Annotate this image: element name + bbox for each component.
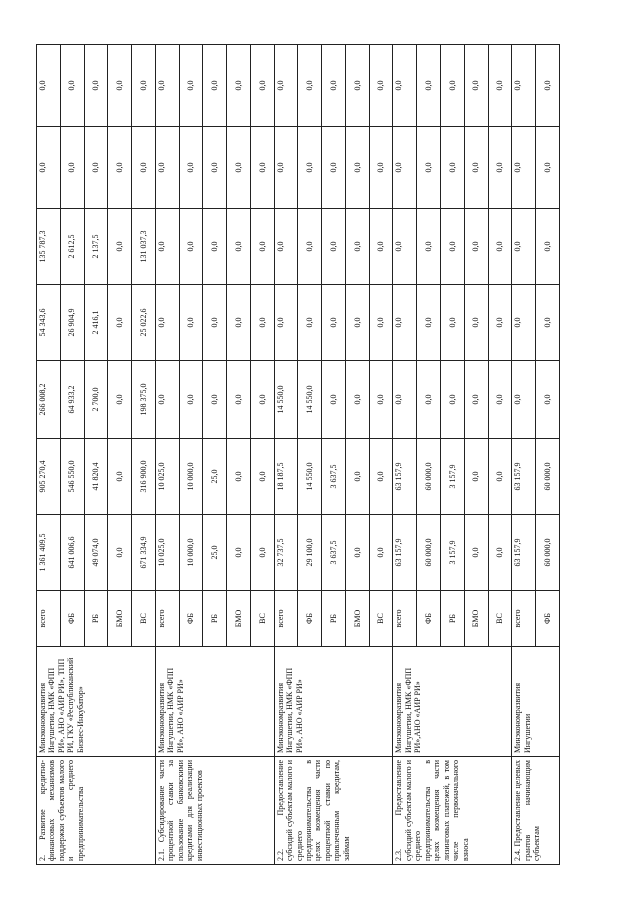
amount-cell: 131 037,3 [132, 209, 156, 285]
amount-cell: 26 904,9 [60, 285, 84, 361]
amount-cell: 0,0 [298, 127, 322, 209]
amount-cell: 0,0 [108, 515, 132, 591]
funding-source-cell: БМО [108, 591, 132, 647]
executor-cell: Минэкономразвития Ингушетии, НМК «ФПП РИ», АНО «АИР РИ» [274, 647, 393, 757]
table-row [393, 45, 417, 865]
amount-cell: 0,0 [417, 209, 441, 285]
amount-cell: 0,0 [393, 45, 417, 127]
measure-name-cell: 2.3. Предоставление субсидий субъектам малого и среднего предпринимательства в целях возмещения части лизинговых платежей, в том числе первоначального взноса [393, 757, 512, 865]
rotated-table-frame [36, 45, 560, 865]
amount-cell: 0,0 [37, 45, 61, 127]
amount-cell: 0,0 [108, 45, 132, 127]
funding-source-cell: БМО [345, 591, 369, 647]
amount-cell: 198 375,0 [132, 361, 156, 439]
amount-cell: 0,0 [274, 285, 298, 361]
funding-source-cell: РБ [84, 591, 108, 647]
amount-cell: 14 550,0 [274, 361, 298, 439]
amount-cell: 0,0 [250, 439, 274, 515]
amount-cell: 0,0 [203, 127, 227, 209]
amount-cell: 63 157,9 [393, 515, 417, 591]
executor-cell: Минэкономразвития Ингушетии, НМК «ФПП РИ», АНО «АИР РИ», ТПП РИ, ГКУ «Республиканский Бизнес-Инкубатор» [37, 647, 156, 757]
amount-cell: 0,0 [393, 361, 417, 439]
amount-cell: 10 000,0 [179, 439, 203, 515]
amount-cell: 49 074,0 [84, 515, 108, 591]
amount-cell: 0,0 [155, 285, 179, 361]
funding-source-cell: ВС [369, 591, 393, 647]
amount-cell: 3 157,9 [441, 515, 465, 591]
funding-source-cell: ФБ [179, 591, 203, 647]
amount-cell: 0,0 [369, 439, 393, 515]
amount-cell: 14 550,0 [298, 361, 322, 439]
amount-cell: 41 820,4 [84, 439, 108, 515]
amount-cell: 0,0 [512, 127, 536, 209]
amount-cell: 316 900,0 [132, 439, 156, 515]
amount-cell: 14 550,0 [298, 439, 322, 515]
executor-cell: Минэкономразвития Ингушетии [512, 647, 560, 757]
amount-cell: 0,0 [203, 209, 227, 285]
amount-cell: 0,0 [179, 285, 203, 361]
measure-name-cell: 2.2. Предоставление субсидий субъектам малого и среднего предпринимательства в целях возмещения части процентной ставки по привлеченным кредитам, займам [274, 757, 393, 865]
amount-cell: 0,0 [369, 515, 393, 591]
amount-cell: 63 157,9 [512, 439, 536, 515]
amount-cell: 18 187,5 [274, 439, 298, 515]
funding-source-cell: всего [274, 591, 298, 647]
amount-cell: 0,0 [369, 361, 393, 439]
amount-cell: 25 022,6 [132, 285, 156, 361]
amount-cell: 0,0 [369, 209, 393, 285]
amount-cell: 0,0 [227, 515, 251, 591]
amount-cell: 0,0 [345, 361, 369, 439]
amount-cell: 0,0 [345, 209, 369, 285]
funding-source-cell: ФБ [536, 591, 560, 647]
amount-cell: 0,0 [322, 361, 346, 439]
amount-cell: 0,0 [155, 127, 179, 209]
amount-cell: 0,0 [393, 127, 417, 209]
amount-cell: 0,0 [274, 209, 298, 285]
amount-cell: 641 006,6 [60, 515, 84, 591]
amount-cell: 0,0 [512, 209, 536, 285]
amount-cell: 0,0 [37, 127, 61, 209]
funding-source-cell: всего [37, 591, 61, 647]
amount-cell: 0,0 [274, 127, 298, 209]
amount-cell: 0,0 [464, 439, 488, 515]
funding-source-cell: БМО [227, 591, 251, 647]
amount-cell: 0,0 [108, 285, 132, 361]
amount-cell: 0,0 [179, 209, 203, 285]
amount-cell: 2 700,0 [84, 361, 108, 439]
table-row [512, 45, 536, 865]
amount-cell: 0,0 [250, 45, 274, 127]
amount-cell: 0,0 [179, 361, 203, 439]
amount-cell: 0,0 [369, 127, 393, 209]
amount-cell: 0,0 [441, 361, 465, 439]
amount-cell: 0,0 [464, 361, 488, 439]
funding-source-cell: БМО [464, 591, 488, 647]
amount-cell: 0,0 [536, 361, 560, 439]
table-row [274, 45, 298, 865]
amount-cell: 0,0 [322, 45, 346, 127]
amount-cell: 0,0 [369, 285, 393, 361]
amount-cell: 0,0 [298, 209, 322, 285]
funding-source-cell: всего [393, 591, 417, 647]
amount-cell: 0,0 [488, 515, 512, 591]
amount-cell: 25,0 [203, 439, 227, 515]
amount-cell: 0,0 [488, 361, 512, 439]
amount-cell: 0,0 [227, 361, 251, 439]
funding-source-cell: ВС [132, 591, 156, 647]
amount-cell: 0,0 [393, 285, 417, 361]
amount-cell: 60 000,0 [417, 439, 441, 515]
funding-source-cell: РБ [322, 591, 346, 647]
table-row [37, 45, 61, 865]
measure-name-cell: 2.4. Предоставление целевых грантов начинающим субъектам [512, 757, 560, 865]
amount-cell: 0,0 [441, 45, 465, 127]
amount-cell: 0,0 [274, 45, 298, 127]
funding-source-cell: ВС [250, 591, 274, 647]
amount-cell: 0,0 [203, 285, 227, 361]
amount-cell: 0,0 [108, 209, 132, 285]
amount-cell: 0,0 [203, 45, 227, 127]
amount-cell: 0,0 [322, 209, 346, 285]
amount-cell: 0,0 [250, 285, 274, 361]
amount-cell: 0,0 [441, 209, 465, 285]
amount-cell: 0,0 [488, 439, 512, 515]
amount-cell: 0,0 [155, 45, 179, 127]
amount-cell: 0,0 [345, 515, 369, 591]
amount-cell: 0,0 [441, 127, 465, 209]
amount-cell: 54 343,6 [37, 285, 61, 361]
amount-cell: 0,0 [60, 127, 84, 209]
amount-cell: 10 025,0 [155, 439, 179, 515]
amount-cell: 32 737,5 [274, 515, 298, 591]
amount-cell: 905 270,4 [37, 439, 61, 515]
amount-cell: 3 637,5 [322, 515, 346, 591]
amount-cell: 2 612,5 [60, 209, 84, 285]
amount-cell: 63 157,9 [393, 439, 417, 515]
amount-cell: 10 025,0 [155, 515, 179, 591]
amount-cell: 0,0 [464, 515, 488, 591]
funding-source-cell: всего [512, 591, 536, 647]
amount-cell: 0,0 [179, 127, 203, 209]
amount-cell: 0,0 [250, 127, 274, 209]
amount-cell: 0,0 [298, 45, 322, 127]
amount-cell: 0,0 [84, 127, 108, 209]
measure-name-cell: 2. Развитие кредитно-финансовых механизмов поддержки субъектов малого и среднего предпринимательства [37, 757, 156, 865]
amount-cell: 0,0 [227, 127, 251, 209]
amount-cell: 135 787,3 [37, 209, 61, 285]
amount-cell: 0,0 [155, 361, 179, 439]
funding-source-cell: РБ [203, 591, 227, 647]
amount-cell: 0,0 [417, 127, 441, 209]
amount-cell: 0,0 [345, 127, 369, 209]
amount-cell: 63 157,9 [512, 515, 536, 591]
amount-cell: 671 334,9 [132, 515, 156, 591]
amount-cell: 0,0 [536, 45, 560, 127]
amount-cell: 0,0 [298, 285, 322, 361]
amount-cell: 2 137,5 [84, 209, 108, 285]
amount-cell: 0,0 [345, 45, 369, 127]
funding-source-cell: РБ [441, 591, 465, 647]
amount-cell: 0,0 [441, 285, 465, 361]
amount-cell: 0,0 [488, 209, 512, 285]
amount-cell: 10 000,0 [179, 515, 203, 591]
amount-cell: 0,0 [250, 209, 274, 285]
amount-cell: 0,0 [417, 361, 441, 439]
amount-cell: 0,0 [488, 285, 512, 361]
amount-cell: 0,0 [179, 45, 203, 127]
executor-cell: Минэкономразвития Ингушетии, НМК «ФПП РИ»,АНО «АИР РИ» [393, 647, 512, 757]
executor-cell: Минэкономразвития Ингушетии, НМК «ФПП РИ», АНО «АИР РИ» [155, 647, 274, 757]
amount-cell: 0,0 [227, 439, 251, 515]
measure-name-cell: 2.1. Субсидирование части процентной ставки за пользование банковскими кредитами для реализации инвестиционных проектов [155, 757, 274, 865]
amount-cell: 0,0 [536, 127, 560, 209]
table-row [155, 45, 179, 865]
funding-source-cell: ФБ [417, 591, 441, 647]
amount-cell: 0,0 [132, 127, 156, 209]
funding-source-cell: всего [155, 591, 179, 647]
amount-cell: 0,0 [417, 45, 441, 127]
funding-source-cell: ВС [488, 591, 512, 647]
amount-cell: 0,0 [417, 285, 441, 361]
amount-cell: 0,0 [250, 515, 274, 591]
table-body [37, 45, 560, 865]
amount-cell: 0,0 [464, 285, 488, 361]
financing-table [36, 44, 560, 865]
amount-cell: 29 100,0 [298, 515, 322, 591]
amount-cell: 2 416,1 [84, 285, 108, 361]
amount-cell: 60 000,0 [536, 439, 560, 515]
amount-cell: 0,0 [227, 45, 251, 127]
amount-cell: 25,0 [203, 515, 227, 591]
amount-cell: 0,0 [345, 439, 369, 515]
amount-cell: 0,0 [393, 209, 417, 285]
amount-cell: 0,0 [464, 127, 488, 209]
amount-cell: 0,0 [108, 361, 132, 439]
amount-cell: 0,0 [203, 361, 227, 439]
amount-cell: 0,0 [512, 285, 536, 361]
amount-cell: 0,0 [84, 45, 108, 127]
amount-cell: 60 000,0 [417, 515, 441, 591]
amount-cell: 3 157,9 [441, 439, 465, 515]
amount-cell: 0,0 [132, 45, 156, 127]
amount-cell: 0,0 [488, 45, 512, 127]
amount-cell: 0,0 [108, 439, 132, 515]
funding-source-cell: ФБ [60, 591, 84, 647]
amount-cell: 0,0 [322, 127, 346, 209]
amount-cell: 0,0 [322, 285, 346, 361]
amount-cell: 0,0 [512, 45, 536, 127]
amount-cell: 0,0 [464, 45, 488, 127]
amount-cell: 64 933,2 [60, 361, 84, 439]
amount-cell: 0,0 [108, 127, 132, 209]
amount-cell: 3 637,5 [322, 439, 346, 515]
amount-cell: 0,0 [155, 209, 179, 285]
amount-cell: 0,0 [250, 361, 274, 439]
amount-cell: 0,0 [488, 127, 512, 209]
amount-cell: 0,0 [536, 285, 560, 361]
amount-cell: 266 008,2 [37, 361, 61, 439]
amount-cell: 546 550,0 [60, 439, 84, 515]
amount-cell: 60 000,0 [536, 515, 560, 591]
amount-cell: 0,0 [369, 45, 393, 127]
amount-cell: 0,0 [227, 285, 251, 361]
amount-cell: 0,0 [536, 209, 560, 285]
amount-cell: 0,0 [512, 361, 536, 439]
amount-cell: 0,0 [464, 209, 488, 285]
amount-cell: 1 361 409,5 [37, 515, 61, 591]
amount-cell: 0,0 [60, 45, 84, 127]
amount-cell: 0,0 [345, 285, 369, 361]
funding-source-cell: ФБ [298, 591, 322, 647]
amount-cell: 0,0 [227, 209, 251, 285]
